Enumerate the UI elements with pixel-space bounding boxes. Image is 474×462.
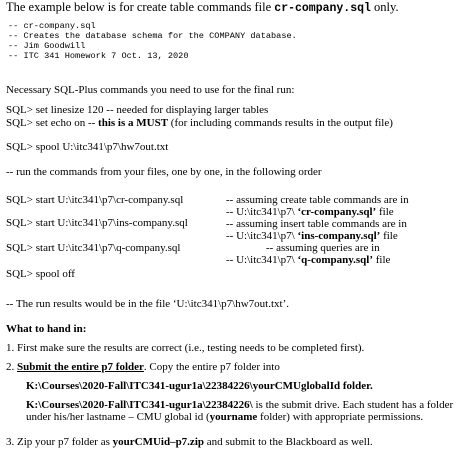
note-path: -- U:\itc341\p7\ — [226, 230, 298, 242]
code-line-4: -- ITC 341 Homework 7 Oct. 13, 2020 — [8, 51, 189, 61]
note-suffix: file — [380, 230, 398, 242]
run-cmd-q: SQL> start U:\itc341\p7\q-company.sql — [6, 242, 181, 254]
run-note-q-2 — [226, 254, 390, 267]
perm-c: folder) with appropriate permissions. — [257, 411, 424, 423]
item3-a: 3. Zip your p7 folder as — [6, 436, 113, 448]
submit-path-folder: K:\Courses\2020-Fall\ITC341-ugur1a\22384226\yourCMUglobalId folder. — [26, 380, 373, 392]
item2-bold: Submit the entire p7 folder — [17, 361, 144, 373]
intro-filename: cr-company.sql — [274, 2, 371, 15]
run-results-note: -- The run results would be in the file ‘U:\itc341\p7\hw7out.txt’. — [6, 298, 289, 310]
echo-cmd: SQL> set echo on -- — [6, 117, 99, 129]
handin-item-3 — [6, 436, 373, 449]
code-line-1: -- cr-company.sql — [8, 21, 96, 31]
run-note-cr-1: -- assuming create table commands are in — [226, 194, 409, 206]
item2-number: 2. — [6, 361, 17, 373]
handin-heading: What to hand in: — [6, 323, 87, 335]
run-note-q-1: -- assuming queries are in — [266, 242, 380, 254]
handin-item-2 — [6, 361, 280, 374]
submit-permissions-note — [26, 411, 423, 424]
intro-line — [6, 1, 399, 15]
run-heading: -- run the commands from your files, one by one, in the following order — [6, 166, 322, 178]
intro-text: The example below is for create table commands file — [6, 0, 275, 14]
perm-a: under his/her lastname – CMU global id ( — [26, 411, 210, 423]
note-file: ‘ins-company.sql’ — [297, 230, 381, 242]
code-line-3: -- Jim Goodwill — [8, 41, 86, 51]
echo-must: this is a MUST — [98, 117, 169, 129]
sqlplus-heading: Necessary SQL-Plus commands you need to use for the final run: — [6, 84, 295, 96]
note-suffix: file — [376, 206, 394, 218]
note-file: ‘cr-company.sql’ — [297, 206, 377, 218]
run-cmd-spool-off: SQL> spool off — [6, 268, 75, 280]
sqlplus-cmd-spool: SQL> spool U:\itc341\p7\hw7out.txt — [6, 141, 169, 153]
handin-item-1: 1. First make sure the results are correct (i.e., testing needs to be completed first). — [6, 342, 365, 354]
note-file: ‘q-company.sql’ — [297, 254, 373, 266]
drive-note: is the submit drive. Each student has a folder — [252, 399, 454, 411]
note-suffix: file — [373, 254, 391, 266]
run-cmd-cr: SQL> start U:\itc341\p7\cr-company.sql — [6, 194, 184, 206]
run-cmd-ins: SQL> start U:\itc341\p7\ins-company.sql — [6, 217, 188, 229]
drive-path: K:\Courses\2020-Fall\ITC341-ugur1a\22384226\ — [26, 399, 253, 411]
intro-suffix: only. — [370, 0, 399, 14]
sqlplus-cmd-echo — [6, 117, 393, 130]
perm-yourname: yourname — [209, 411, 258, 423]
echo-note: (for including commands results in the output file) — [168, 117, 393, 129]
item2-rest: . Copy the entire p7 folder into — [143, 361, 280, 373]
item3-c: and submit to the Blackboard as well. — [204, 436, 373, 448]
run-note-ins-1: -- assuming insert table commands are in — [226, 218, 407, 230]
sqlplus-cmd-linesize: SQL> set linesize 120 -- needed for displaying larger tables — [6, 104, 269, 116]
note-path: -- U:\itc341\p7\ — [226, 206, 298, 218]
code-line-2: -- Creates the database schema for the COMPANY database. — [8, 31, 297, 41]
item3-zip: yourCMUid–p7.zip — [112, 436, 204, 448]
note-path: -- U:\itc341\p7\ — [226, 254, 298, 266]
